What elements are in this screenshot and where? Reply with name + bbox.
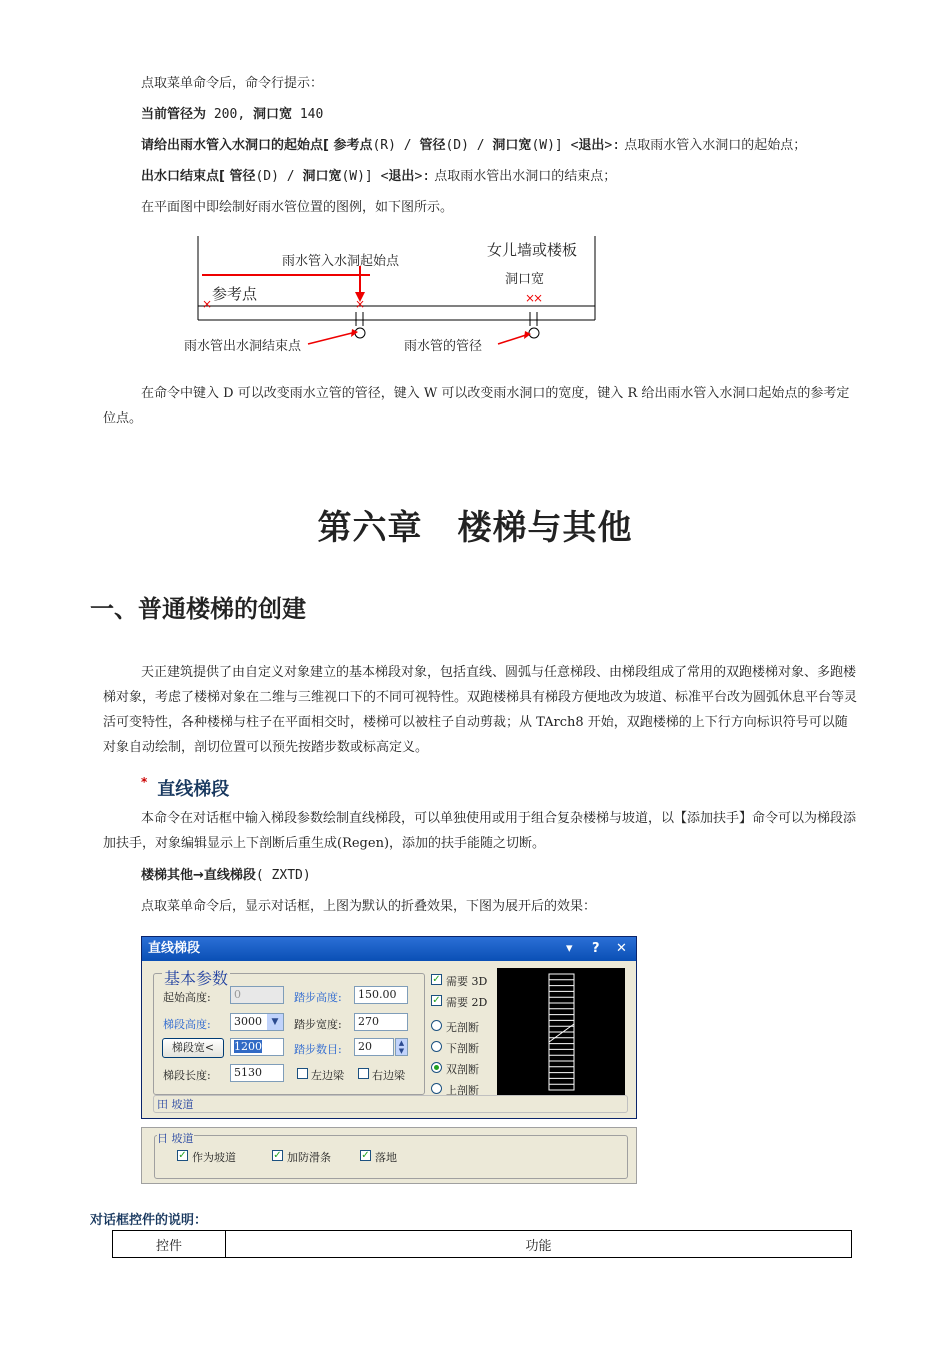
paragraph: 本命令在对话框中输入梯段参数绘制直线梯段，可以单独使用或用于组合复杂楼梯与坡道，以【添加扶手】命令可以为梯段添加扶手，对象编辑显示上下剖断后重生成(Regen)，添加的扶手能随之切断。	[103, 811, 857, 851]
lower-cut-label: 下剖断	[446, 1042, 479, 1055]
bold-text: 管径	[419, 138, 446, 153]
controls-table	[112, 1230, 852, 1258]
bullet-star: *	[141, 775, 148, 789]
label-parapet: 女儿墙或楼板	[487, 241, 578, 259]
dialog-titlebar[interactable]	[142, 937, 636, 961]
value-text: 140	[292, 107, 324, 122]
left-beam-checkbox[interactable]	[297, 1068, 308, 1079]
paragraph: 在命令中键入 D 可以改变雨水立管的管径，键入 W 可以改变雨水洞口的宽度，键入 R 给出雨水管入水洞口起始点的参考定位点。	[103, 386, 850, 426]
double-cut-label: 双剖断	[446, 1063, 479, 1076]
menu-path-code: ( ZXTD)	[255, 868, 311, 883]
chapter-title: 第六章 楼梯与其他	[317, 508, 633, 548]
ramp-panel-expanded	[141, 1127, 637, 1184]
upper-cut-radio[interactable]	[431, 1083, 442, 1094]
code-text: (D) /	[255, 169, 303, 184]
label-pipe-diameter: 雨水管的管径	[404, 339, 483, 354]
table-header-control: 控件	[113, 1231, 226, 1258]
double-cut-radio[interactable]	[431, 1062, 442, 1073]
anti-slip-checkbox[interactable]: ✓	[273, 1150, 282, 1161]
paragraph: 天正建筑提供了由自定义对象建立的基本梯段对象，包括直线、圆弧与任意梯段、由梯段组成了常用的双跑楼梯对象、多跑楼梯对象，考虑了楼梯对象在二维与三维视口下的不同可视特性。双跑楼梯具有梯段方便地改为坡道、标准平台改为圆弧休息平台等灵活可变特性，各种楼梯与柱子在平面相交时，楼梯可以被柱子自动剪裁；从 TArch8 开始，双跑楼梯的上下行方向标识符号可以随对象自动绘制，剖切位置可以预先按踏步数或标高定义。	[103, 665, 858, 755]
code-text: (W)] <	[341, 169, 389, 184]
prompt-start-line	[141, 138, 806, 154]
need-3d-checkbox[interactable]: ✓	[432, 974, 441, 985]
subsection-text: 直线梯段	[157, 779, 230, 800]
pin-icon[interactable]: ▾	[566, 941, 573, 956]
bold-text: 洞口宽	[302, 169, 342, 184]
anti-slip-label: 加防滑条	[287, 1151, 331, 1164]
current-pipe-line	[141, 107, 323, 123]
as-ramp-label: 作为坡道	[192, 1151, 236, 1164]
svg-text:×: ×	[202, 297, 213, 311]
bold-text: 洞口宽	[252, 107, 292, 122]
right-beam-label: 右边梁	[372, 1069, 405, 1082]
section-title: 一、普通楼梯的创建	[90, 595, 306, 623]
value-text: 200,	[206, 107, 253, 122]
stair-width-button[interactable]: 梯段宽<	[162, 1038, 224, 1058]
lower-cut-radio[interactable]	[431, 1041, 442, 1052]
left-beam-label: 左边梁	[311, 1069, 344, 1082]
code-text: (W)] <	[531, 138, 579, 153]
menu-path	[141, 868, 311, 884]
stair-length-input[interactable]: 5130	[230, 1064, 284, 1082]
stair-height-value: 3000	[234, 1015, 262, 1028]
landing-label: 落地	[375, 1151, 397, 1164]
table-caption: 对话框控件的说明：	[90, 1213, 208, 1228]
svg-text:×: ×	[355, 297, 366, 311]
label-reference-point: 参考点	[212, 285, 258, 303]
group-legend: 基本参数	[162, 966, 230, 989]
ramp-collapse-toggle[interactable]: 日 坡道	[157, 1132, 194, 1145]
step-count-input[interactable]: 20	[354, 1038, 394, 1056]
stair-preview	[497, 968, 625, 1096]
no-cut-radio[interactable]	[431, 1020, 442, 1031]
need-3d-label: 需要 3D	[446, 975, 488, 988]
label-start-point: 雨水管入水洞起始点	[282, 254, 400, 269]
bold-text: 请给出雨水管入水洞口的起始点[ 参考点	[141, 138, 373, 153]
step-count-label: 踏步数目:	[294, 1043, 342, 1056]
plain-text: 点取雨水管出水洞口的结束点；	[430, 169, 617, 184]
intro-line: 点取菜单命令后，命令行提示：	[141, 76, 324, 91]
stair-length-label: 梯段长度:	[163, 1069, 211, 1082]
ramp-expand-toggle[interactable]: 田 坡道	[157, 1098, 194, 1111]
menu-path-text: 楼梯其他→直线梯段	[141, 868, 256, 883]
bold-text: 当前管径为	[141, 107, 207, 122]
need-2d-label: 需要 2D	[446, 996, 488, 1009]
code-text: (D) /	[445, 138, 493, 153]
step-width-label: 踏步宽度:	[294, 1018, 342, 1031]
paragraph: 点取菜单命令后，显示对话框，上图为默认的折叠效果，下图为展开后的效果：	[141, 899, 597, 914]
help-button[interactable]: ?	[592, 941, 600, 956]
start-height-input[interactable]: 0	[230, 986, 284, 1004]
label-hole-width: 洞口宽	[505, 272, 545, 287]
dialog-title: 直线梯段	[148, 941, 201, 956]
upper-cut-label: 上剖断	[446, 1084, 479, 1097]
stair-width-value: 1200	[234, 1040, 262, 1053]
svg-text:×: ×	[525, 291, 536, 305]
code-text: (R) /	[372, 138, 420, 153]
bold-text: 出水口结束点[ 管径	[141, 169, 256, 184]
step-width-input[interactable]: 270	[354, 1013, 408, 1031]
label-end-point: 雨水管出水洞结束点	[184, 339, 302, 354]
svg-text:×: ×	[533, 291, 544, 305]
code-text: >:	[414, 169, 431, 184]
step-height-input[interactable]: 150.00	[354, 986, 408, 1004]
landing-checkbox[interactable]: ✓	[361, 1150, 370, 1161]
start-height-label: 起始高度:	[163, 991, 211, 1004]
rain-pipe-diagram	[180, 236, 610, 354]
stair-preview-drawing	[497, 968, 625, 1096]
right-beam-checkbox[interactable]	[358, 1068, 369, 1079]
step-count-spinner[interactable]: ▲ ▼	[395, 1038, 408, 1056]
prompt-end-line	[141, 169, 616, 185]
bold-text: 洞口宽	[492, 138, 532, 153]
table-header-function: 功能	[226, 1231, 852, 1258]
need-2d-checkbox[interactable]: ✓	[432, 995, 441, 1006]
ramp-group-collapsed	[153, 1095, 628, 1113]
subsection-title	[141, 775, 229, 801]
plain-text: 点取雨水管入水洞口的起始点；	[620, 138, 807, 153]
intro-line: 在平面图中即绘制好雨水管位置的图例，如下图所示。	[141, 200, 454, 215]
close-button[interactable]: ✕	[616, 941, 627, 956]
bold-text: 退出	[388, 169, 415, 184]
no-cut-label: 无剖断	[446, 1021, 479, 1034]
stair-width-input[interactable]	[230, 1038, 284, 1056]
step-height-label: 踏步高度:	[294, 991, 342, 1004]
bold-text: 退出	[578, 138, 605, 153]
stair-height-select[interactable]	[230, 1013, 284, 1031]
as-ramp-checkbox[interactable]: ✓	[178, 1150, 187, 1161]
stair-height-label: 梯段高度:	[163, 1018, 211, 1031]
code-text: >:	[604, 138, 621, 153]
chevron-down-icon[interactable]: ▼	[267, 1014, 283, 1030]
